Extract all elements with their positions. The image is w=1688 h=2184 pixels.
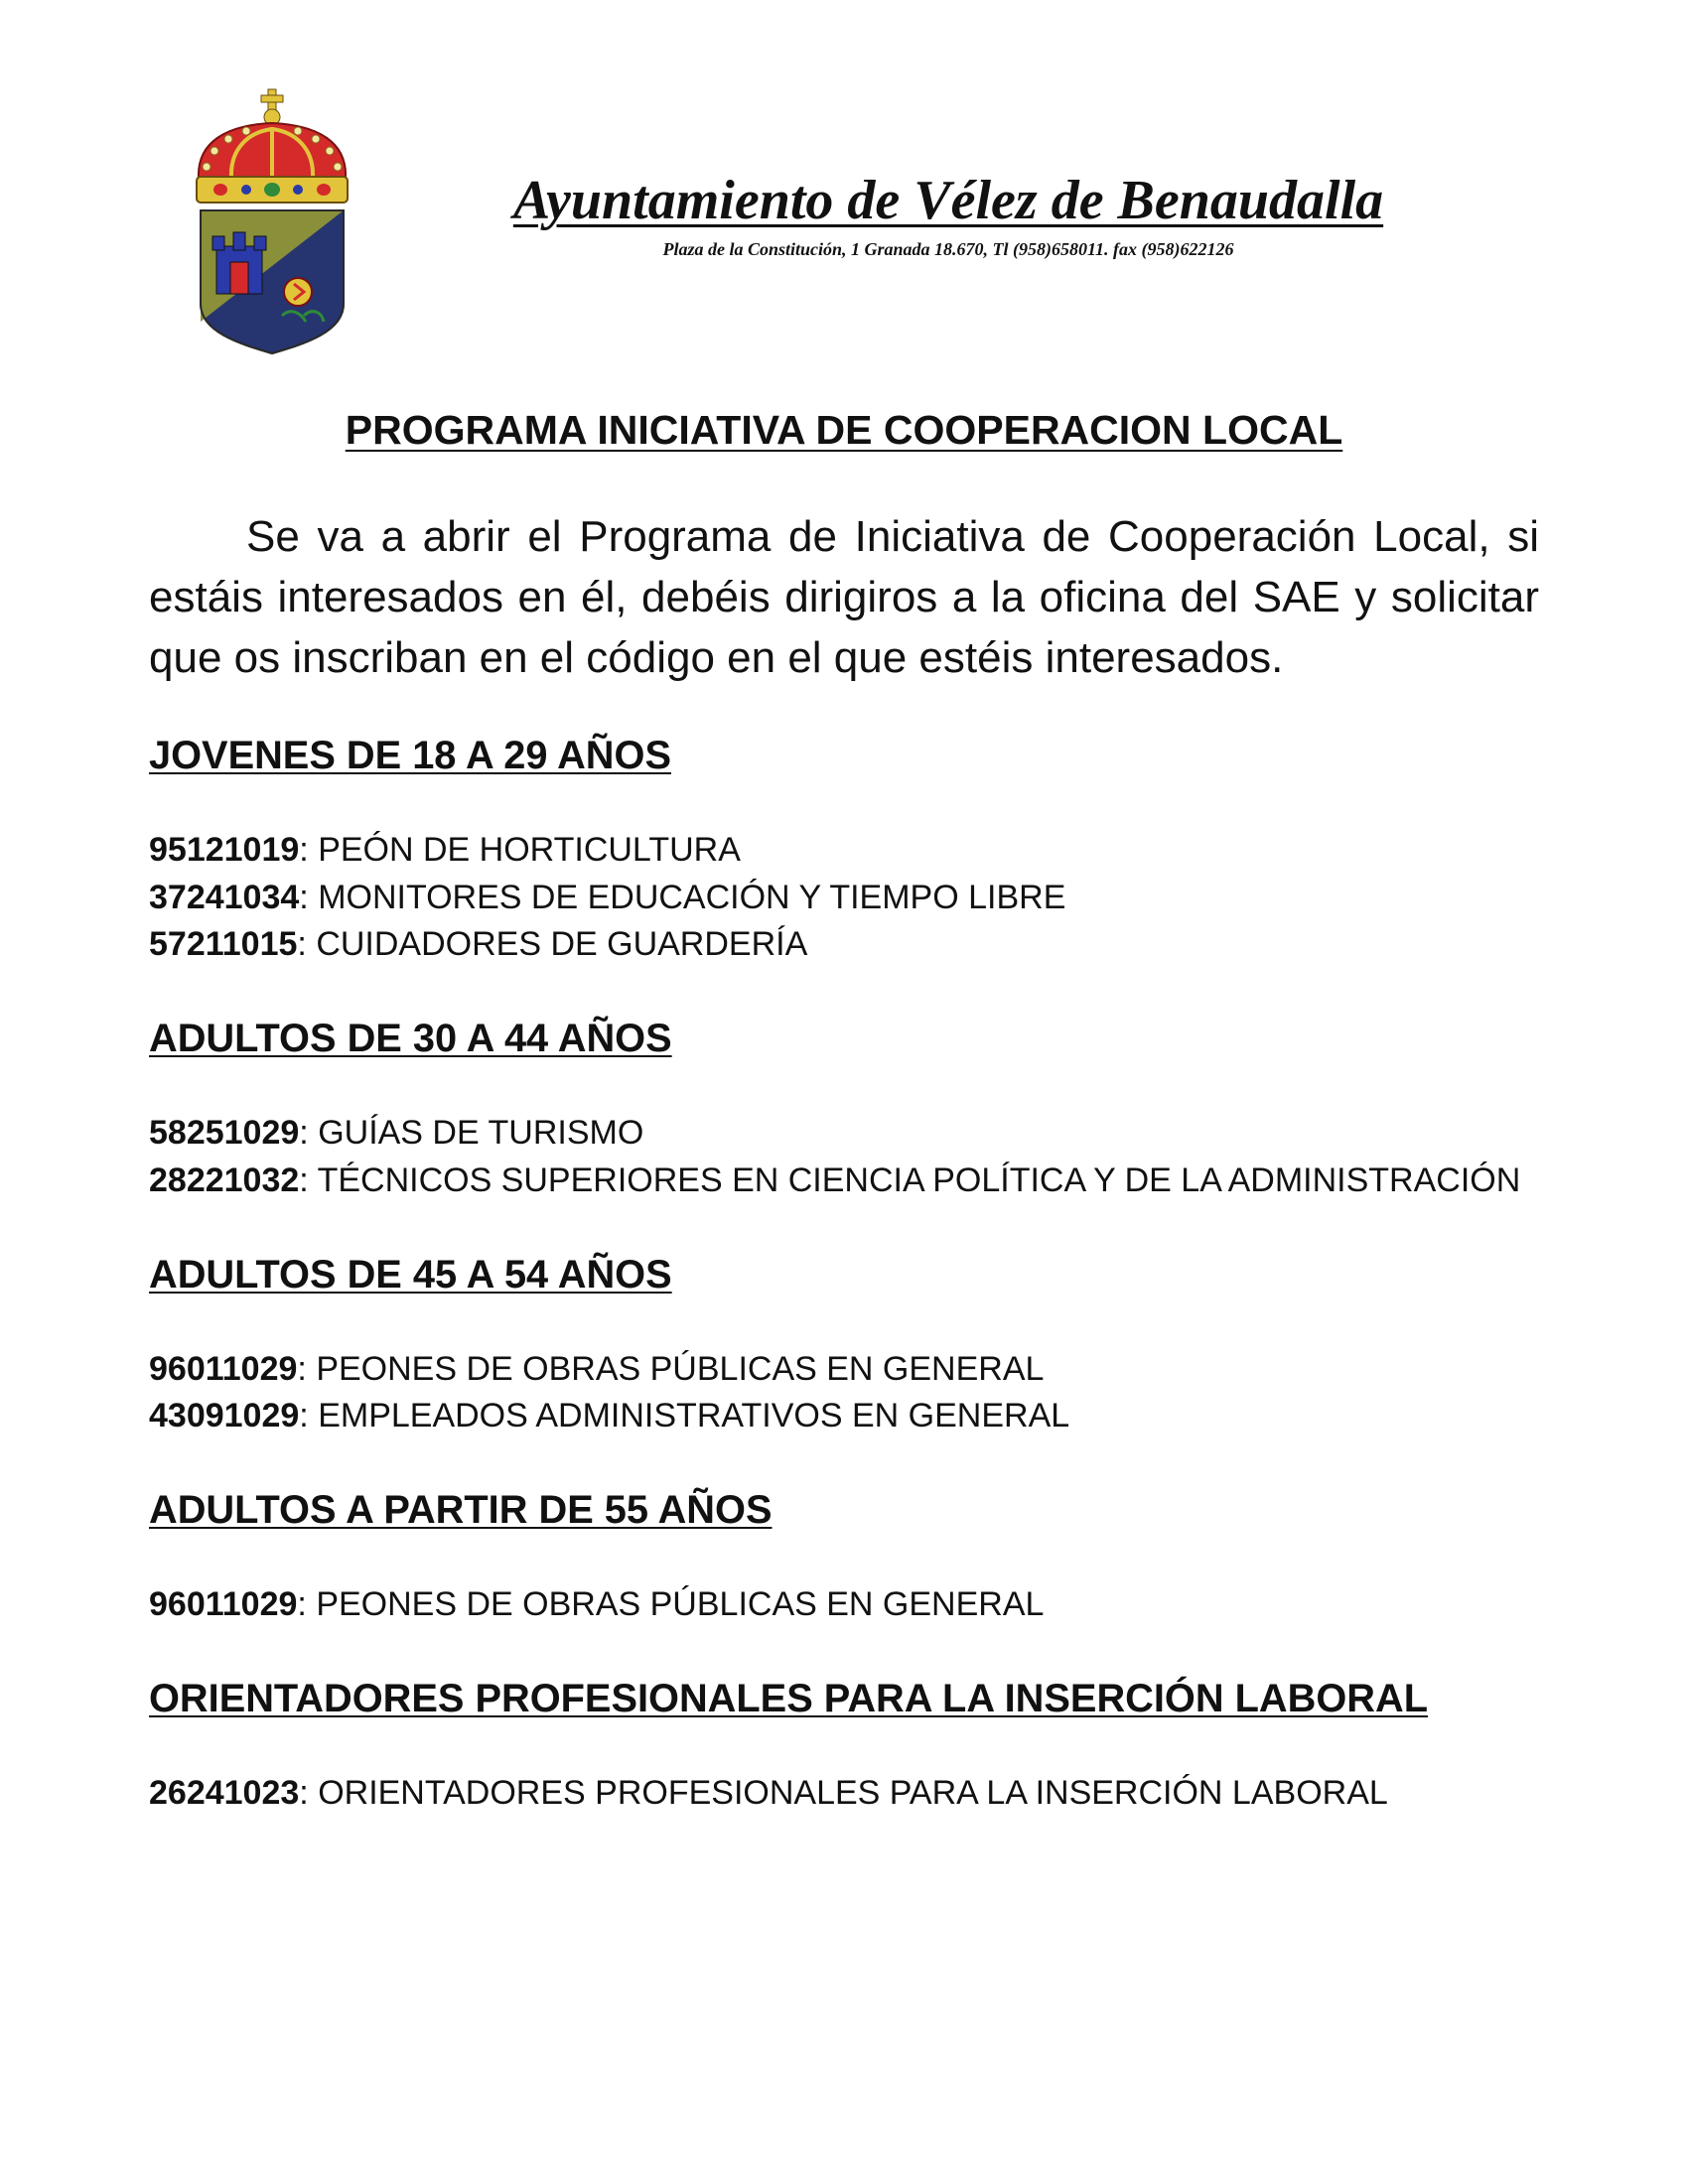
group-section bbox=[149, 1676, 1559, 1818]
job-code: 57211015 bbox=[149, 925, 298, 963]
intro-paragraph: Se va a abrir el Programa de Iniciativa de Cooperación Local, si estáis interesados en él, debéis dirigiros a la oficina del SAE y solicitar que os inscriban en el código en el que estéis interesados. bbox=[149, 512, 1539, 682]
job-label: ORIENTADORES PROFESIONALES PARA LA INSERCIÓN LABORAL bbox=[318, 1774, 1388, 1812]
document-title: PROGRAMA INICIATIVA DE COOPERACION LOCAL bbox=[345, 407, 1343, 453]
job-label: PEONES DE OBRAS PÚBLICAS EN GENERAL bbox=[316, 1585, 1045, 1623]
job-label: PEONES DE OBRAS PÚBLICAS EN GENERAL bbox=[316, 1349, 1045, 1388]
job-item: 26241023: ORIENTADORES PROFESIONALES PARA LA INSERCIÓN LABORAL bbox=[149, 1774, 1388, 1812]
job-code: 95121019 bbox=[149, 831, 300, 869]
coat-of-arms-icon bbox=[187, 87, 357, 357]
job-item: 37241034: MONITORES DE EDUCACIÓN Y TIEMPO LIBRE bbox=[149, 878, 1066, 916]
job-label: MONITORES DE EDUCACIÓN Y TIEMPO LIBRE bbox=[318, 878, 1066, 916]
job-code: 96011029 bbox=[149, 1349, 298, 1388]
job-groups bbox=[149, 733, 1559, 1864]
group-title: ADULTOS A PARTIR DE 55 AÑOS bbox=[149, 1488, 773, 1532]
job-item: 43091029: EMPLEADOS ADMINISTRATIVOS EN GENERAL bbox=[149, 1397, 1070, 1434]
job-item: 28221032: TÉCNICOS SUPERIORES EN CIENCIA POLÍTICA Y DE LA ADMINISTRACIÓN bbox=[149, 1160, 1521, 1199]
job-label: EMPLEADOS ADMINISTRATIVOS EN GENERAL bbox=[318, 1397, 1070, 1434]
job-label: TÉCNICOS SUPERIORES EN CIENCIA POLÍTICA Y DE LA ADMINISTRACIÓN bbox=[317, 1160, 1521, 1199]
job-label: GUÍAS DE TURISMO bbox=[318, 1114, 644, 1152]
org-address: Plaza de la Constitución, 1 Granada 18.670, Tl (958)658011. fax (958)622126 bbox=[662, 239, 1234, 259]
org-title: Ayuntamiento de Vélez de Benaudalla bbox=[512, 170, 1384, 231]
job-label: PEÓN DE HORTICULTURA bbox=[318, 831, 741, 869]
job-label: CUIDADORES DE GUARDERÍA bbox=[316, 925, 808, 963]
job-code: 96011029 bbox=[149, 1585, 298, 1623]
letterhead bbox=[472, 169, 1425, 260]
group-title: ADULTOS DE 45 A 54 AÑOS bbox=[149, 1252, 672, 1297]
group-section bbox=[149, 733, 1559, 969]
group-title: JOVENES DE 18 A 29 AÑOS bbox=[149, 734, 671, 777]
job-item: 96011029: PEONES DE OBRAS PÚBLICAS EN GENERAL bbox=[149, 1585, 1045, 1623]
group-section bbox=[149, 1252, 1559, 1440]
job-list bbox=[149, 827, 1559, 969]
group-section bbox=[149, 1016, 1559, 1204]
job-list bbox=[149, 1581, 1559, 1629]
job-code: 43091029 bbox=[149, 1397, 300, 1434]
job-item: 95121019: PEÓN DE HORTICULTURA bbox=[149, 831, 741, 869]
job-item: 96011029: PEONES DE OBRAS PÚBLICAS EN GENERAL bbox=[149, 1349, 1045, 1388]
group-section bbox=[149, 1487, 1559, 1629]
job-code: 37241034 bbox=[149, 878, 300, 916]
job-code: 26241023 bbox=[149, 1774, 300, 1812]
job-list bbox=[149, 1770, 1559, 1818]
job-item: 57211015: CUIDADORES DE GUARDERÍA bbox=[149, 925, 808, 963]
group-title: ORIENTADORES PROFESIONALES PARA LA INSERCIÓN LABORAL bbox=[149, 1677, 1429, 1720]
job-item: 58251029: GUÍAS DE TURISMO bbox=[149, 1114, 644, 1152]
job-code: 28221032 bbox=[149, 1160, 300, 1199]
job-list bbox=[149, 1110, 1559, 1204]
job-code: 58251029 bbox=[149, 1114, 300, 1152]
group-title: ADULTOS DE 30 A 44 AÑOS bbox=[149, 1017, 672, 1060]
job-list bbox=[149, 1346, 1559, 1440]
